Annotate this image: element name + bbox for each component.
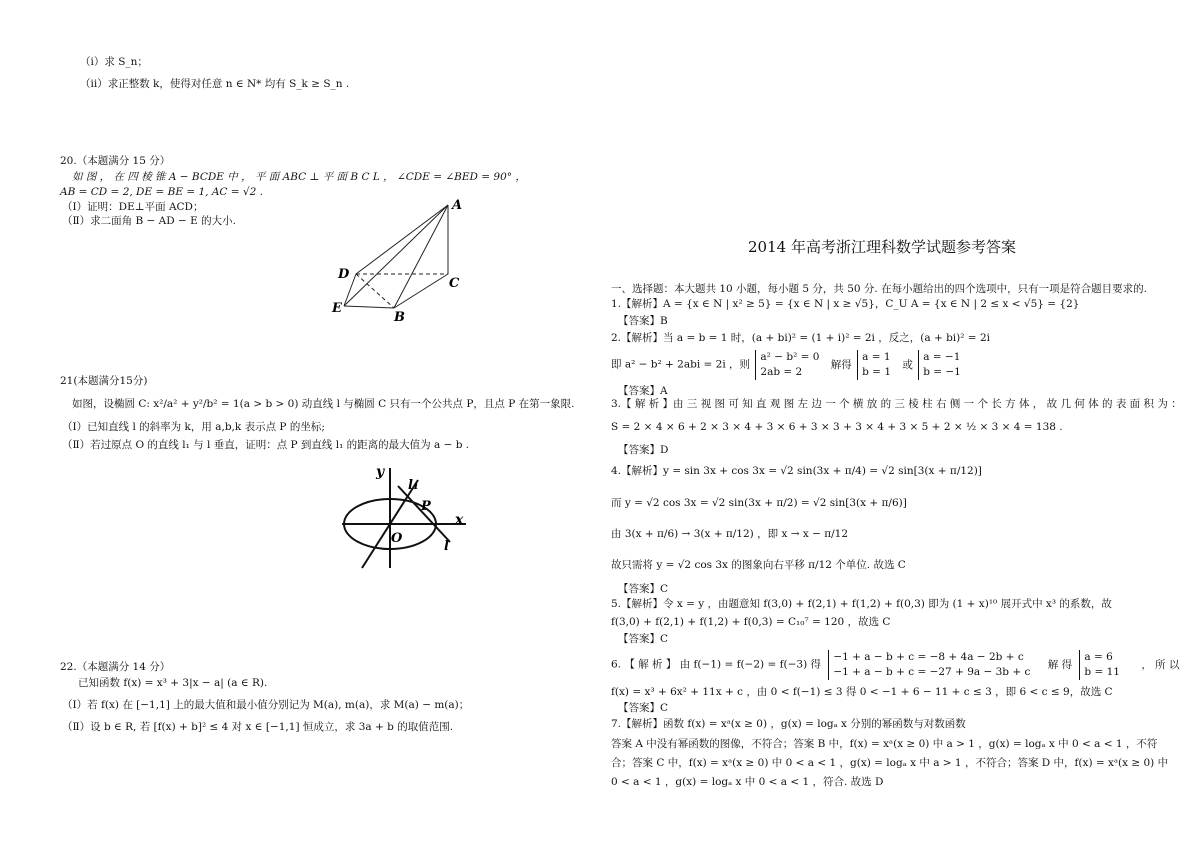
- a1-analysis: 1.【解析】A = {x ∈ N | x² ≥ 5} = {x ∈ N | x ≥ √5}，C_U A = {x ∈ N | 2 ≤ x < √5} = {2}: [611, 298, 1080, 310]
- a4-analysis-l4: 故只需将 y = √2 cos 3x 的图象向右平移 π/12 个单位. 故选 C: [611, 559, 906, 571]
- q22-line1: 已知函数 f(x) = x³ + 3|x − a| (a ∈ R).: [78, 677, 268, 689]
- origin-O-label: O: [391, 531, 403, 546]
- a7-analysis-l4: 0 < a < 1 ，g(x) = logₐ x 中 0 < a < 1 ，符合. 故选 D: [611, 776, 884, 788]
- a5-analysis-l1: 5.【解析】令 x = y ，由题意知 f(3,0) + f(2,1) + f(1,2) + f(0,3) 即为 (1 + x)¹⁰ 展开式中 x³ 的系数，故: [611, 598, 1112, 610]
- a4-analysis-l2: 而 y = √2 cos 3x = √2 sin(3x + π/2) = √2 sin[3(x + π/6)]: [611, 497, 907, 509]
- a7-analysis-l3: 合；答案 C 中，f(x) = xᵃ(x ≥ 0) 中 0 < a < 1 ，g(x) = logₐ x 中 a > 1 ，不符合；答案 D 中，f(x) = xᵃ(x ≥ 0) 中: [611, 757, 1169, 769]
- line-l1-label: l₁: [408, 478, 419, 493]
- a2-analysis: 2.【解析】当 a = b = 1 时，(a + bi)² = (1 + i)² = 2i ，反之，(a + bi)² = 2i: [611, 332, 990, 344]
- a6-analysis-l2: f(x) = x³ + 6x² + 11x + c ，由 0 < f(−1) ≤ 3 得 0 < −1 + 6 − 11 + c ≤ 3 ，即 6 < c ≤ 9，故选 C: [611, 686, 1113, 698]
- q19-part-i: （i）求 S_n；: [80, 56, 148, 68]
- q21-line1: 如图，设椭圆 C: x²/a² + y²/b² = 1(a > b > 0) 动直线 l 与椭圆 C 只有一个公共点 P，且点 P 在第一象限.: [72, 398, 575, 410]
- q22-part-i: （Ⅰ）若 f(x) 在 [−1,1] 上的最大值和最小值分别记为 M(a), m(a)，求 M(a) − m(a)；: [62, 699, 470, 711]
- a7-analysis-l2: 答案 A 中没有幂函数的图像，不符合；答案 B 中，f(x) = xᵃ(x ≥ 0) 中 a > 1 ，g(x) = logₐ x 中 0 < a < 1 ，不符: [611, 738, 1158, 750]
- a5-analysis-l2: f(3,0) + f(2,1) + f(1,2) + f(0,3) = C₁₀⁷ = 120 ，故选 C: [611, 616, 891, 628]
- a2-system2: [857, 350, 891, 380]
- axis-x-label: x: [455, 512, 464, 528]
- a6-answer: 【答案】C: [618, 702, 669, 714]
- vertex-A-label: A: [452, 198, 463, 213]
- axis-y-label: y: [376, 464, 385, 480]
- a2-system3: [918, 350, 961, 380]
- a6-eq2: −1 + a − b + c = −27 + 9a − 3b + c: [833, 666, 1031, 678]
- a6-eq3: a = 6: [1084, 651, 1113, 663]
- a6-solve-word: 解 得: [1047, 658, 1073, 671]
- a6-so-word: ， 所 以: [1141, 658, 1180, 671]
- a2-eq3: a = 1: [862, 351, 891, 363]
- q21-part-i: （Ⅰ）已知直线 l 的斜率为 k，用 a,b,k 表示点 P 的坐标;: [62, 421, 325, 433]
- q22-header: 22.（本题满分 14 分）: [60, 661, 171, 673]
- a2-lead: 即 a² − b² + 2abi = 2i ，则: [611, 358, 751, 371]
- a2-eq5: a = −1: [923, 351, 961, 363]
- q20-header: 20.（本题满分 15 分）: [60, 155, 171, 167]
- a2-answer: 【答案】A: [618, 385, 668, 397]
- a3-answer: 【答案】D: [618, 444, 669, 456]
- a4-analysis-l1: 4.【解析】y = sin 3x + cos 3x = √2 sin(3x + π/4) = √2 sin[3(x + π/12)]: [611, 465, 982, 477]
- a6-eq4: b = 11: [1084, 666, 1120, 678]
- a6-system2: [1079, 650, 1120, 680]
- vertex-B-label: B: [394, 310, 405, 325]
- answer-intro: 一、选择题：本大题共 10 小题，每小题 5 分，共 50 分. 在每小题给出的四个选项中，只有一项是符合题目要求的.: [611, 283, 1147, 295]
- a2-solve-word: 解得: [830, 358, 852, 371]
- q20-part-ii: （Ⅱ）求二面角 B − AD − E 的大小.: [62, 215, 236, 227]
- a4-analysis-l3: 由 3(x + π/6) → 3(x + π/12) ，即 x → x − π/12: [611, 528, 849, 540]
- a7-analysis-l1: 7.【解析】函数 f(x) = xᵃ(x ≥ 0) ，g(x) = logₐ x 分别的幂函数与对数函数: [611, 718, 966, 730]
- q20-line1: 如 图 ， 在 四 棱 锥 A − BCDE 中 ， 平 面 ABC ⊥ 平 面 B C L ， ∠CDE = ∠BED = 90° ，: [72, 171, 526, 183]
- vertex-C-label: C: [449, 276, 460, 291]
- q21-header: 21(本题满分15分): [60, 375, 148, 387]
- a3-analysis-l1: 3.【 解 析 】由 三 视 图 可 知 直 观 图 左 边 一 个 横 放 的 三 棱 柱 右 侧 一 个 长 方 体 ， 故 几 何 体 的 表 面 积 为 ：: [611, 398, 1182, 410]
- a5-answer: 【答案】C: [618, 633, 669, 645]
- a2-system1: [755, 350, 819, 380]
- a6-system1: [828, 650, 1030, 680]
- vertex-D-label: D: [338, 267, 350, 282]
- line-l-label: l: [444, 539, 449, 554]
- a6-lead: 6. 【 解 析 】 由 f(−1) = f(−2) = f(−3) 得: [611, 658, 821, 671]
- a1-answer: 【答案】B: [618, 315, 668, 327]
- a2-eq1: a² − b² = 0: [760, 351, 820, 363]
- a6-eq1: −1 + a − b + c = −8 + 4a − 2b + c: [833, 651, 1024, 663]
- point-P-label: P: [421, 499, 431, 514]
- a2-system-row: [611, 350, 961, 380]
- ellipse-figure: [338, 462, 478, 572]
- q21-part-ii: （Ⅱ）若过原点 O 的直线 l₁ 与 l 垂直，证明：点 P 到直线 l₁ 的距离的最大值为 a − b .: [62, 439, 470, 451]
- a3-analysis-l2: S = 2 × 4 × 6 + 2 × 3 × 4 + 3 × 6 + 3 × 3 + 3 × 4 + 3 × 5 + 2 × ½ × 3 × 4 = 138 .: [611, 421, 1063, 433]
- q20-line2: AB = CD = 2, DE = BE = 1, AC = √2 .: [60, 186, 263, 198]
- a2-eq2: 2ab = 2: [760, 366, 803, 378]
- a2-eq6: b = −1: [923, 366, 961, 378]
- a4-answer: 【答案】C: [618, 583, 669, 595]
- a6-system-row: [611, 650, 1180, 680]
- pyramid-figure: [330, 195, 470, 325]
- q20-part-i: （Ⅰ）证明：DE⊥平面 ACD；: [62, 201, 204, 213]
- a2-eq4: b = 1: [862, 366, 891, 378]
- a2-or-word: 或: [902, 358, 913, 371]
- vertex-E-label: E: [332, 301, 342, 316]
- answer-title: 2014 年高考浙江理科数学试题参考答案: [748, 238, 1016, 256]
- q19-part-ii: （ii）求正整数 k，使得对任意 n ∈ N* 均有 S_k ≥ S_n .: [80, 78, 350, 90]
- q22-part-ii: （Ⅱ）设 b ∈ R, 若 [f(x) + b]² ≤ 4 对 x ∈ [−1,1] 恒成立，求 3a + b 的取值范围.: [62, 721, 454, 733]
